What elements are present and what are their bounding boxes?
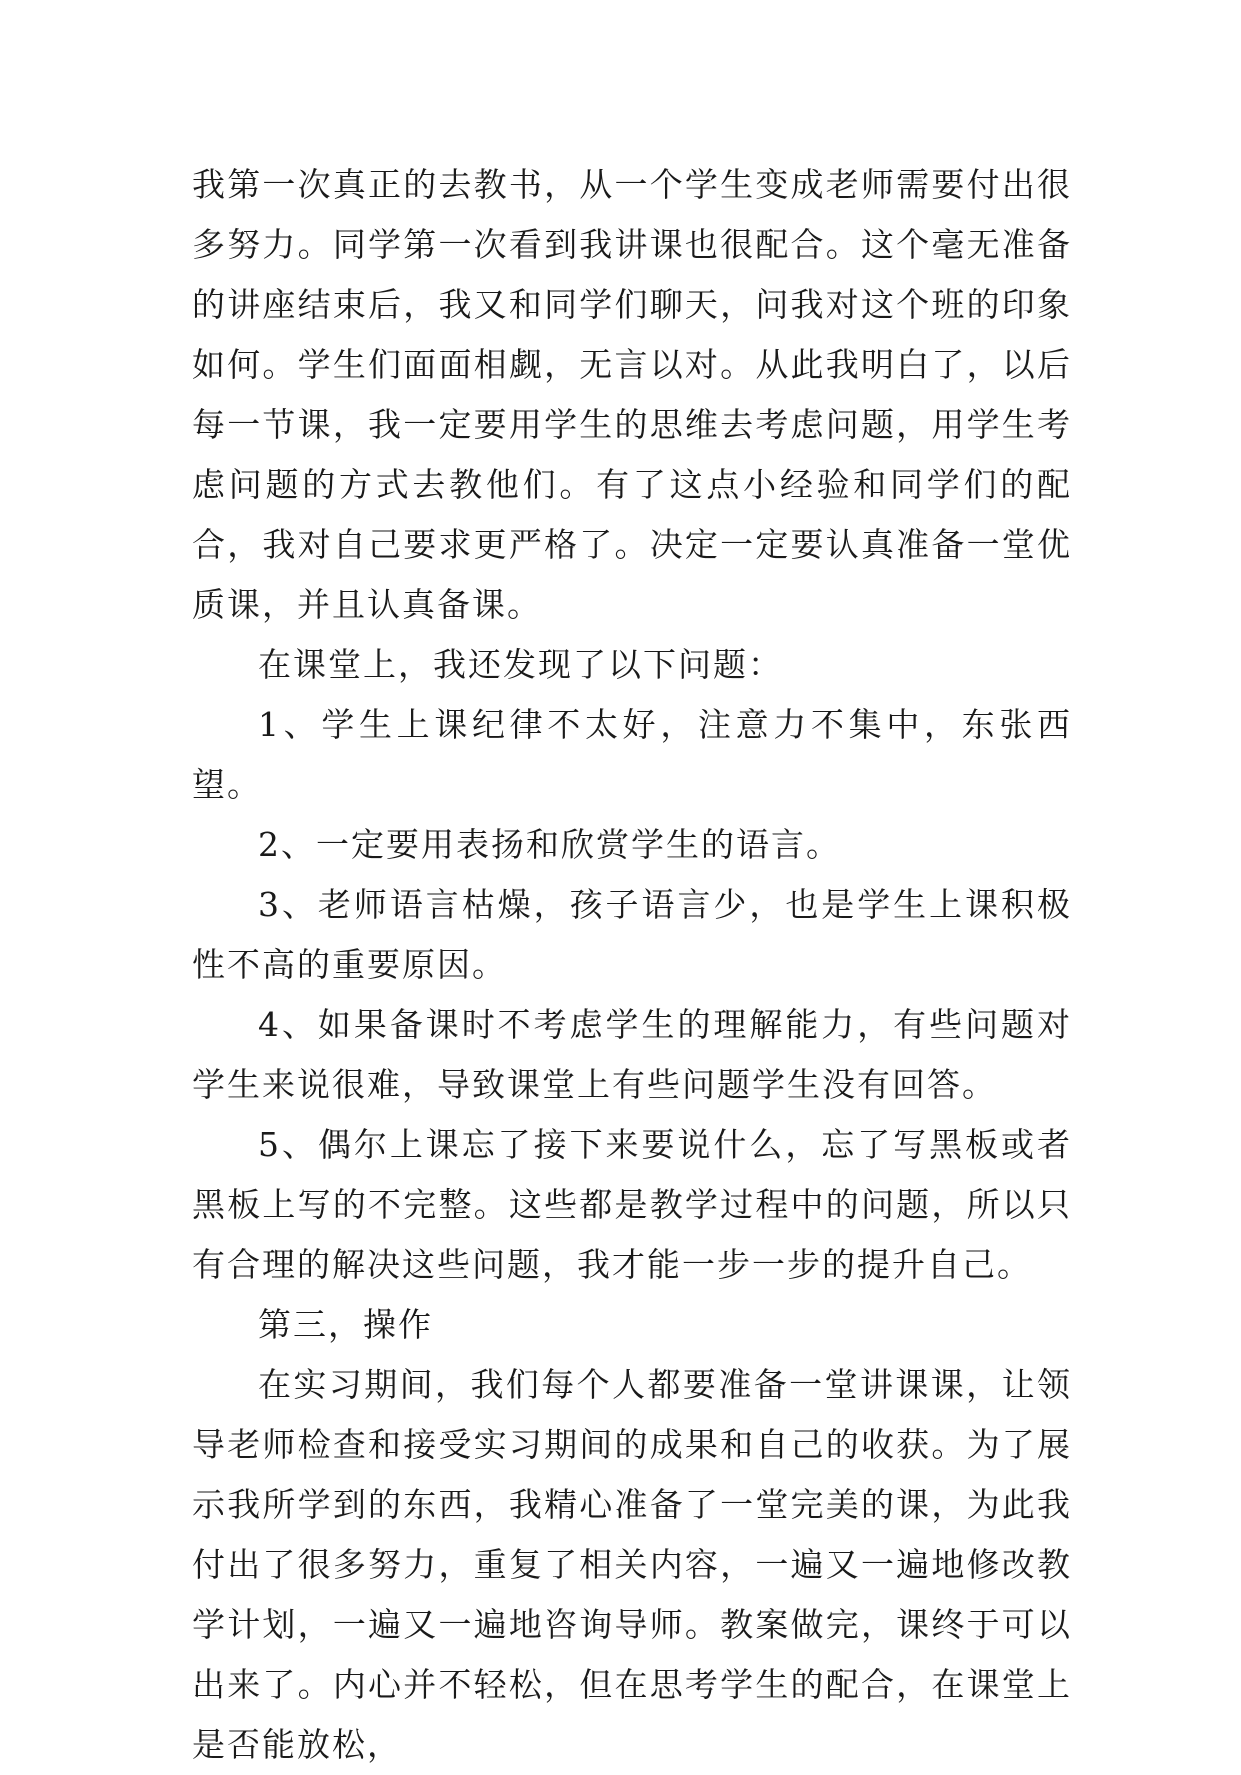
list-item-problem-2: 2、一定要用表扬和欣赏学生的语言。 (258, 825, 841, 864)
paragraph-intro-continued: 我第一次真正的去教书，从一个学生变成老师需要付出很多努力。同学第一次看到我讲课也很配合。这个毫无准备的讲座结束后，我又和同学们聊天，问我对这个班的印象如何。学生们面面相觑，无言以对。从此我明白了，以后每一节课，我一定要用学生的思维去考虑问题，用学生考虑问题的方式去教他们。有了这点小经验和同学们的配合，我对自己要求更严格了。决定一定要认真准备一堂优质课，并且认真备课。 (192, 165, 1072, 624)
document-body (192, 155, 1072, 1775)
list-item-problem-4: 4、如果备课时不考虑学生的理解能力，有些问题对学生来说很难，导致课堂上有些问题学生没有回答。 (192, 1005, 1072, 1104)
paragraph-problems-heading: 在课堂上，我还发现了以下问题： (258, 645, 783, 684)
list-item-problem-5: 5、偶尔上课忘了接下来要说什么，忘了写黑板或者黑板上写的不完整。这些都是教学过程中的问题，所以只有合理的解决这些问题，我才能一步一步的提升自己。 (192, 1125, 1072, 1284)
section-heading-third: 第三，操作 (258, 1305, 433, 1344)
list-item-problem-1: 1、学生上课纪律不太好，注意力不集中，东张西望。 (192, 705, 1072, 804)
list-item-problem-3: 3、老师语言枯燥，孩子语言少，也是学生上课积极性不高的重要原因。 (192, 885, 1072, 984)
paragraph-internship-lesson: 在实习期间，我们每个人都要准备一堂讲课课，让领导老师检查和接受实习期间的成果和自己的收获。为了展示我所学到的东西，我精心准备了一堂完美的课，为此我付出了很多努力，重复了相关内容，一遍又一遍地修改教学计划，一遍又一遍地咨询导师。教案做完，课终于可以出来了。内心并不轻松，但在思考学生的配合，在课堂上是否能放松， (192, 1365, 1072, 1764)
